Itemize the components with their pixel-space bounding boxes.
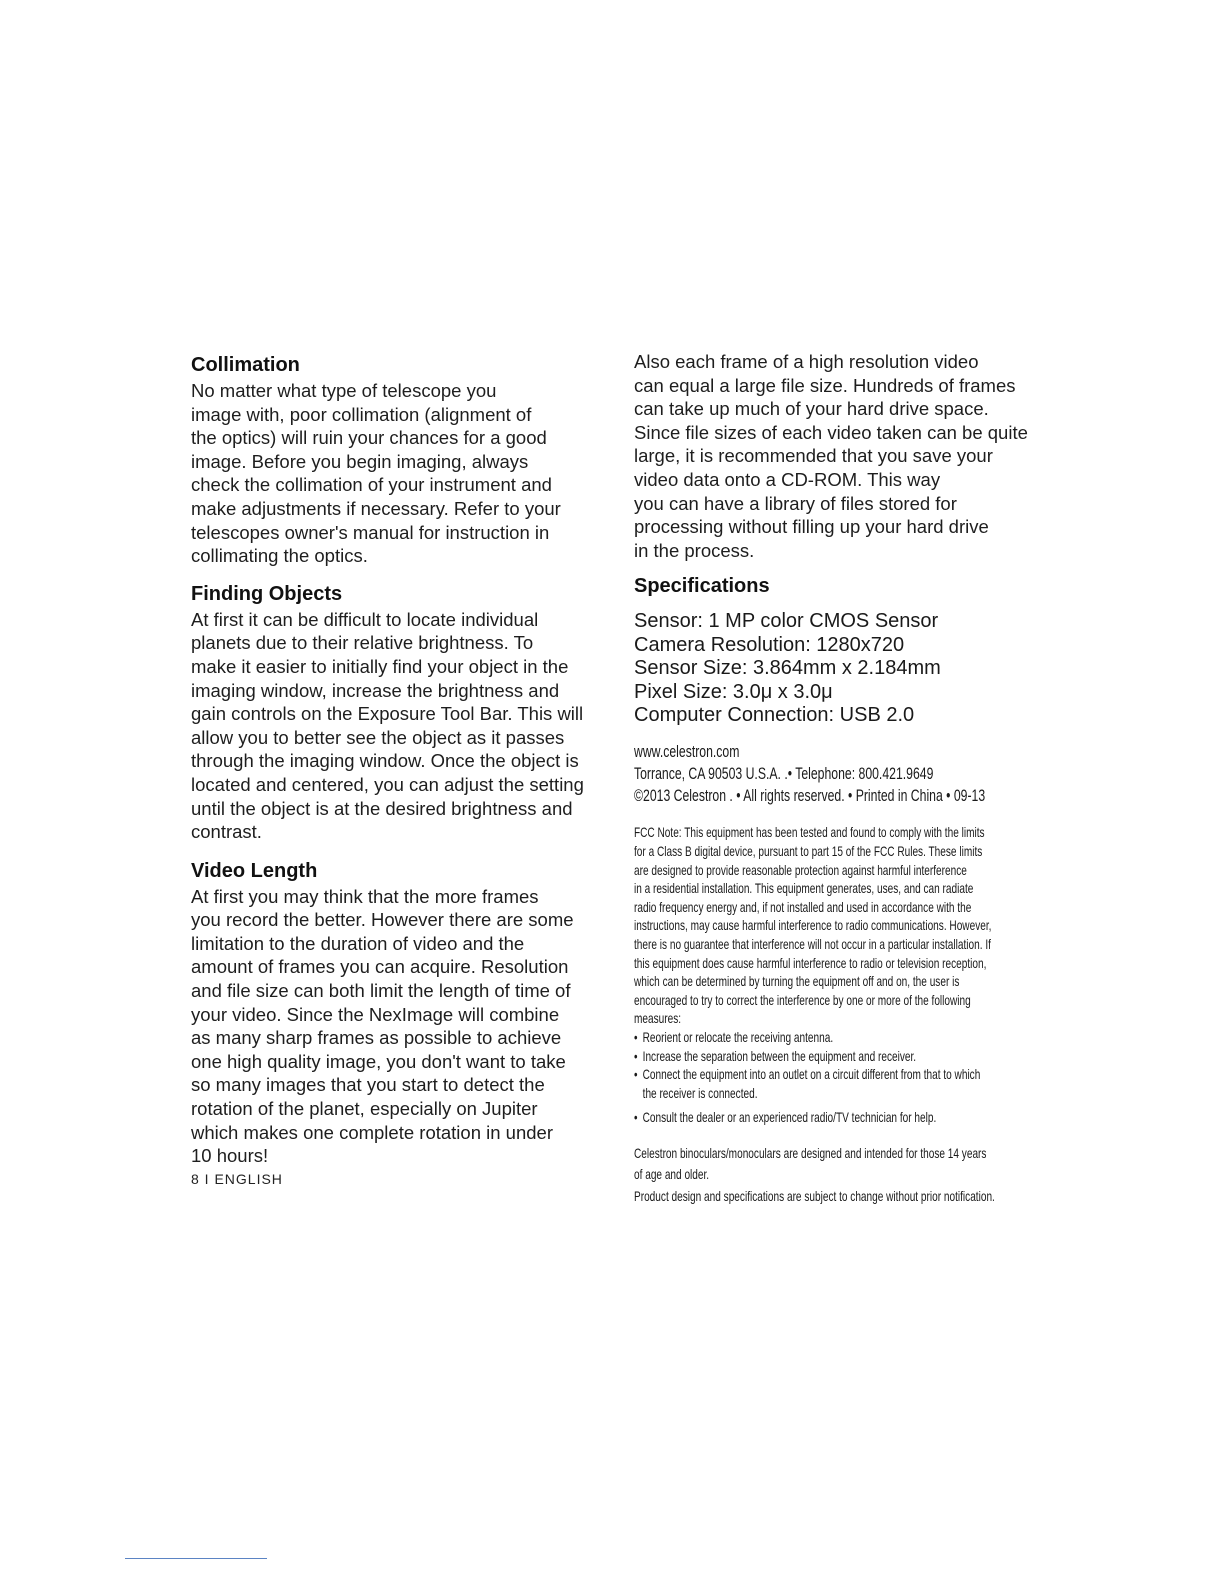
fcc-line: measures: — [634, 1010, 682, 1027]
fcc-line: are designed to provide reasonable protection against harmful interference — [634, 861, 967, 878]
specifications-list — [634, 610, 1054, 727]
specifications-heading: Specifications — [634, 575, 770, 598]
video-length-paragraph: At first you may think that the more frames you record the better. However there are some limitation to the duration of video and the amount of frames you can acquire. Resolution and file size can both limit the length of time of your video. Since the NexImage will combine as many sharp frames as possible to achieve one high quality image, you don't want to take so many images that you start to detect the rotation of the planet, especially on Jupiter which makes one complete rotation in under 10 hours! — [191, 885, 574, 1167]
finding-objects-heading: Finding Objects — [191, 582, 343, 605]
list-item — [634, 1065, 1041, 1084]
video-length-heading: Video Length — [191, 859, 318, 882]
age-notice-line: of age and older. — [634, 1166, 710, 1183]
fcc-line: encouraged to try to correct the interference by one or more of the following — [634, 991, 971, 1008]
spec-item: Camera Resolution: 1280x720 — [634, 633, 905, 656]
measure-text: Increase the separation between the equipment and receiver. — [642, 1047, 917, 1064]
collimation-heading: Collimation — [191, 354, 300, 376]
product-notice-line: Product design and specifications are subject to change without prior notification. — [634, 1187, 995, 1204]
measure-text: Reorient or relocate the receiving antenna. — [642, 1028, 834, 1045]
notices-block — [634, 1143, 1041, 1208]
fcc-line: instructions, may cause harmful interference to radio communications. However, — [634, 917, 992, 934]
file-size-paragraph: Also each frame of a high resolution video can equal a large file size. Hundreds of frames can take up much of your hard drive space. Since file sizes of each video taken can be quite large, it is recommended that you save your video data onto a CD-ROM. This way you can have a library of files stored for processing without filling up your hard drive in the process. — [634, 351, 1028, 561]
fcc-line: for a Class B digital device, pursuant to part 15 of the FCC Rules. These limits — [634, 842, 983, 859]
spec-item: Sensor: 1 MP color CMOS Sensor — [634, 610, 939, 633]
bottom-divider — [125, 1558, 267, 1559]
spec-item: Computer Connection: USB 2.0 — [634, 703, 915, 726]
list-item — [634, 1028, 1041, 1047]
bullet-icon: • — [634, 1109, 638, 1126]
fcc-measures-list — [634, 1028, 1041, 1127]
fcc-line: which can be determined by turning the equipment off and on, the user is — [634, 973, 960, 990]
left-column — [191, 350, 611, 1187]
age-notice-line: Celestron binoculars/monoculars are designed and intended for those 14 years — [634, 1144, 987, 1161]
page-number-footer: 8 I ENGLISH — [191, 1170, 283, 1187]
fcc-note — [634, 823, 1041, 1127]
measure-continuation-text: the receiver is connected. — [642, 1084, 758, 1101]
bullet-icon: • — [634, 1047, 638, 1064]
bullet-icon: • — [634, 1028, 638, 1045]
measure-text: Consult the dealer or an experienced radio/TV technician for help. — [642, 1109, 937, 1126]
measure-text: Connect the equipment into an outlet on a circuit different from that to which — [642, 1066, 981, 1083]
list-item — [634, 1108, 1041, 1127]
bullet-icon: • — [634, 1066, 638, 1083]
collimation-paragraph: No matter what type of telescope you image with, poor collimation (alignment of the optics) will ruin your chances for a good image. Before you begin imaging, always check the collimation of your instrument and make adjustments if necessary. Refer to your telescopes owner's manual for instruction in collimating the optics. — [191, 380, 561, 567]
address-text: Torrance, CA 90503 U.S.A. .• Telephone: 800.421.9649 — [634, 764, 934, 784]
fcc-line: in a residential installation. This equipment generates, uses, and can radiate — [634, 880, 974, 897]
spec-item: Sensor Size: 3.864mm x 2.184mm — [634, 657, 941, 680]
list-item — [634, 1047, 1041, 1066]
fcc-line: radio frequency energy and, if not installed and used in accordance with the — [634, 898, 972, 915]
right-column — [634, 350, 1054, 1207]
fcc-line: this equipment does cause harmful interference to radio or television reception, — [634, 954, 987, 971]
copyright-text: ©2013 Celestron . • All rights reserved. • Printed in China • 09-13 — [634, 786, 986, 806]
list-item-continuation — [634, 1084, 1041, 1103]
fcc-line: there is no guarantee that interference will not occur in a particular installation. If — [634, 935, 991, 952]
fcc-line: FCC Note: This equipment has been tested and found to comply with the limits — [634, 824, 985, 841]
website-text: www.celestron.com — [634, 742, 740, 762]
spec-item: Pixel Size: 3.0μ x 3.0μ — [634, 680, 833, 703]
finding-objects-paragraph: At first it can be difficult to locate individual planets due to their relative brightness. To make it easier to initially find your object in the imaging window, increase the brightness and gain controls on the Exposure Tool Bar. This will allow you to better see the object as it passes through the imaging window. Once the object is located and centered, you can adjust the setting until the object is at the desired brightness and contrast. — [191, 608, 584, 843]
contact-block — [634, 741, 1037, 807]
